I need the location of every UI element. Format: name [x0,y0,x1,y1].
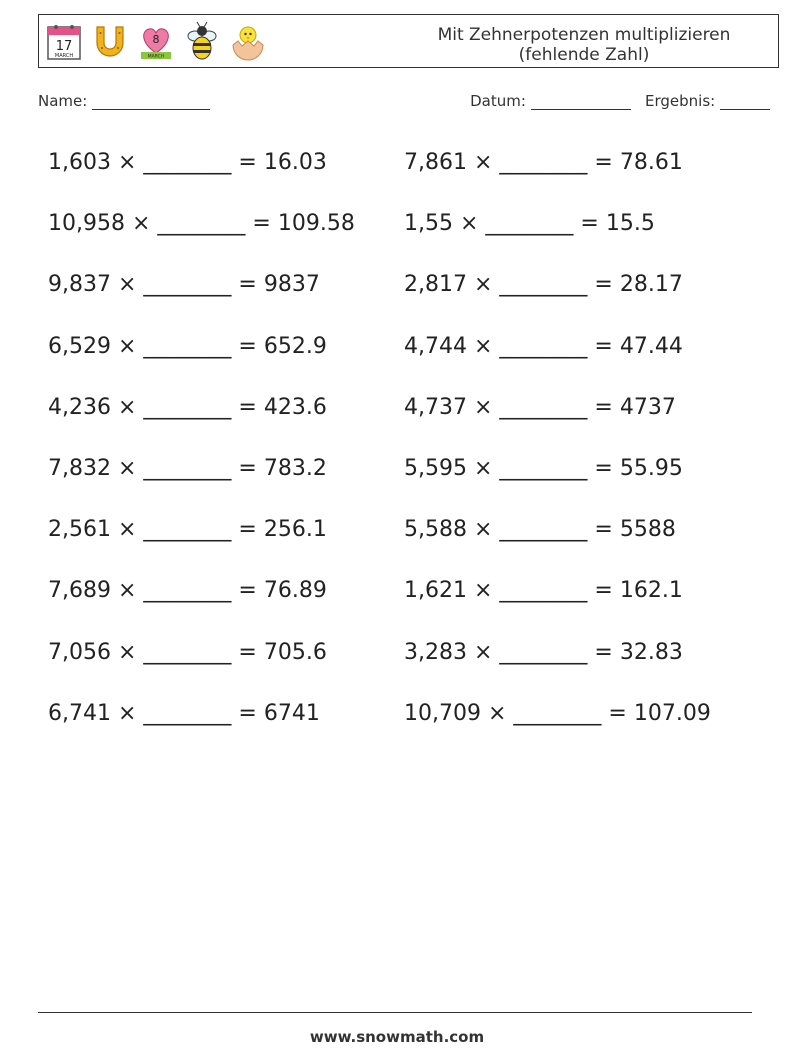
answer-blank[interactable]: ________ [143,639,232,665]
name-field [38,92,210,110]
problem-result: 15.5 [605,211,655,237]
problem-result: 423.6 [263,394,327,420]
problem-result: 4737 [619,394,676,420]
problem-item [404,451,760,512]
problem-factor: 5,588 [404,517,467,543]
problem-row [48,267,768,328]
calendar-icon [45,21,83,63]
answer-blank[interactable]: ________ [143,394,232,420]
problem-factor: 10,709 [404,700,481,726]
problem-item [404,267,760,328]
problem-result: 705.6 [263,639,327,665]
problem-result: 78.61 [619,150,683,175]
result-blank[interactable] [720,95,770,110]
answer-blank[interactable]: ________ [157,211,246,237]
equals-sign: = [252,211,271,237]
problem-result: 109.58 [277,211,355,237]
problem-item [48,145,404,206]
equals-sign: = [594,150,613,175]
name-label: Name: [38,92,88,110]
equals-sign: = [594,272,613,298]
problem-row [48,206,768,267]
equals-sign: = [238,333,257,359]
answer-blank[interactable]: ________ [499,578,588,604]
answer-blank[interactable]: ________ [499,517,588,543]
problem-result: 107.09 [633,700,711,726]
times-sign: × [473,394,493,420]
answer-blank[interactable]: ________ [499,333,588,359]
times-sign: × [117,150,137,175]
date-label: Datum: [470,92,526,110]
problem-row [48,512,768,573]
date-blank[interactable] [531,95,631,110]
horseshoe-icon [91,21,129,63]
equals-sign: = [238,578,257,604]
times-sign: × [117,700,137,726]
heart-banner: MARCH [147,54,165,60]
problem-row [48,696,768,757]
equals-sign: = [238,639,257,665]
answer-blank[interactable]: ________ [143,700,232,726]
problem-factor: 1,603 [48,150,111,175]
times-sign: × [473,150,493,175]
answer-blank[interactable]: ________ [143,333,232,359]
worksheet-header [38,14,779,68]
times-sign: × [117,455,137,481]
times-sign: × [117,578,137,604]
problem-result: 47.44 [619,333,683,359]
problem-result: 55.95 [619,455,683,481]
problem-item [48,635,404,696]
problem-item [48,329,404,390]
name-blank[interactable] [92,95,210,110]
problem-result: 162.1 [619,578,683,604]
equals-sign: = [238,272,257,298]
problem-row [48,145,768,206]
problem-result: 783.2 [263,455,327,481]
problem-factor: 3,283 [404,639,467,665]
problem-item [404,696,760,757]
problem-factor: 1,621 [404,578,467,604]
bee-icon [183,21,221,63]
equals-sign: = [238,455,257,481]
equals-sign: = [580,211,599,237]
problem-factor: 2,561 [48,517,111,543]
chick-icon [229,21,267,63]
problem-result: 652.9 [263,333,327,359]
answer-blank[interactable]: ________ [143,578,232,604]
header-icons [45,19,267,65]
equals-sign: = [608,700,627,726]
times-sign: × [117,517,137,543]
problem-item [48,451,404,512]
problem-item [404,512,760,573]
times-sign: × [117,333,137,359]
equals-sign: = [594,578,613,604]
times-sign: × [117,394,137,420]
problem-factor: 4,236 [48,394,111,420]
problem-result: 32.83 [619,639,683,665]
equals-sign: = [594,455,613,481]
problem-factor: 2,817 [404,272,467,298]
times-sign: × [487,700,507,726]
problem-result: 5588 [619,517,676,543]
answer-blank[interactable]: ________ [499,150,588,175]
problem-result: 9837 [263,272,320,298]
heart-icon [137,21,175,63]
problem-row [48,451,768,512]
answer-blank[interactable]: ________ [485,211,574,237]
equals-sign: = [594,333,613,359]
problem-factor: 1,55 [404,211,453,237]
problem-factor: 6,741 [48,700,111,726]
problem-factor: 4,744 [404,333,467,359]
problem-item [404,145,760,206]
problem-factor: 6,529 [48,333,111,359]
problem-factor: 7,861 [404,150,467,175]
answer-blank[interactable]: ________ [143,455,232,481]
calendar-day: 17 [55,39,73,54]
problem-item [404,390,760,451]
footer-url: www.snowmath.com [309,1028,485,1046]
problem-grid [48,145,768,757]
answer-blank[interactable]: ________ [499,394,588,420]
problem-item [48,206,404,267]
problem-row [48,390,768,451]
calendar-month: MARCH [54,53,74,59]
problem-item [404,573,760,634]
times-sign: × [117,639,137,665]
times-sign: × [473,333,493,359]
problem-factor: 7,832 [48,455,111,481]
problem-factor: 7,056 [48,639,111,665]
problem-result: 76.89 [263,578,327,604]
problem-factor: 9,837 [48,272,111,298]
times-sign: × [459,211,479,237]
equals-sign: = [238,394,257,420]
answer-blank[interactable]: ________ [513,700,602,726]
answer-blank[interactable]: ________ [499,272,588,298]
equals-sign: = [238,700,257,726]
date-result-fields [470,92,770,110]
worksheet-title: Mit Zehnerpotenzen multiplizieren (fehlende Zahl) [437,25,731,65]
equals-sign: = [594,639,613,665]
times-sign: × [473,639,493,665]
times-sign: × [473,272,493,298]
problem-item [48,512,404,573]
heart-number: 8 [152,33,160,46]
times-sign: × [473,455,493,481]
problem-item [48,696,404,757]
answer-blank[interactable]: ________ [143,272,232,298]
result-label: Ergebnis: [645,92,716,110]
answer-blank[interactable]: ________ [143,517,232,543]
problem-result: 6741 [263,700,320,726]
problem-result: 16.03 [263,150,327,175]
times-sign: × [117,272,137,298]
problem-factor: 10,958 [48,211,125,237]
answer-blank[interactable]: ________ [499,639,588,665]
problem-factor: 5,595 [404,455,467,481]
equals-sign: = [238,517,257,543]
equals-sign: = [238,150,257,175]
problem-item [48,390,404,451]
problem-factor: 4,737 [404,394,467,420]
problem-row [48,329,768,390]
problem-result: 256.1 [263,517,327,543]
problem-row [48,635,768,696]
times-sign: × [473,517,493,543]
footer-divider [38,1012,752,1013]
problem-result: 28.17 [619,272,683,298]
answer-blank[interactable]: ________ [143,150,232,175]
times-sign: × [131,211,151,237]
problem-row [48,573,768,634]
problem-item [404,635,760,696]
problem-factor: 7,689 [48,578,111,604]
times-sign: × [473,578,493,604]
problem-item [48,573,404,634]
problem-item [404,206,760,267]
problem-item [404,329,760,390]
equals-sign: = [594,517,613,543]
answer-blank[interactable]: ________ [499,455,588,481]
problem-item [48,267,404,328]
equals-sign: = [594,394,613,420]
